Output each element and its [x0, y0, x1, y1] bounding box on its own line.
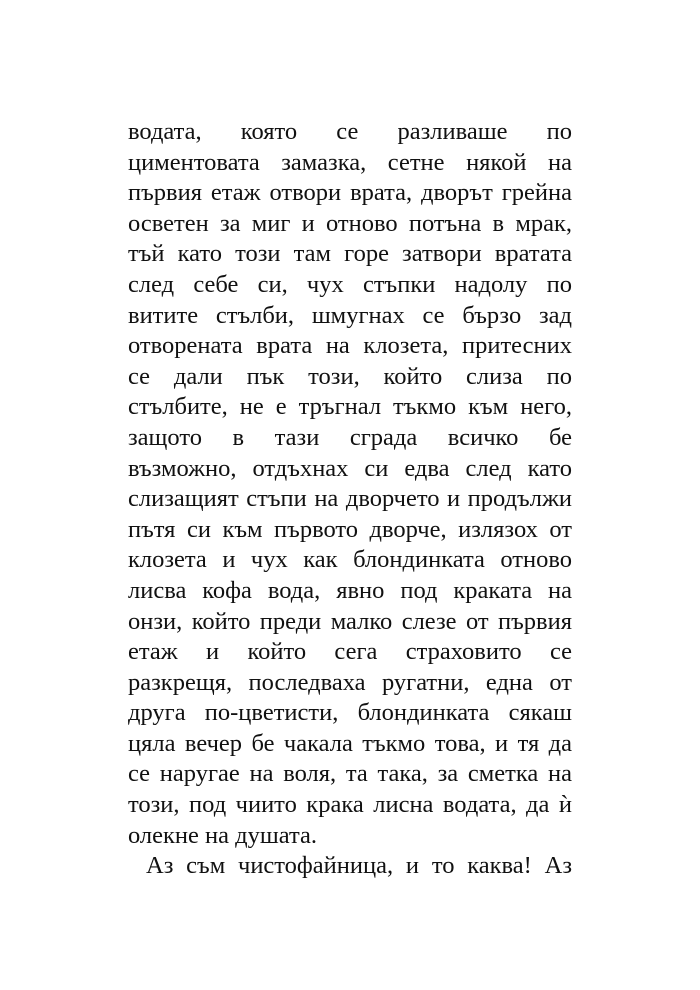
text-line: се наругае на воля, та така, за сметка на — [128, 760, 572, 788]
text-line: първия етаж отвори врата, дворът грейна — [128, 179, 572, 207]
body-text — [128, 117, 572, 882]
text-line: защото в тази сграда всичко бе — [128, 423, 572, 451]
text-line: се дали пък този, който слиза по — [128, 362, 572, 390]
paragraph — [128, 851, 572, 882]
text-line: онзи, който преди малко слезе от първия — [128, 607, 572, 635]
text-line: възможно, отдъхнах си едва след като — [128, 454, 572, 482]
text-line: стълбите, не е тръгнал тъкмо към него, — [128, 393, 572, 421]
text-line: друга по-цветисти, блондинката сякаш — [128, 699, 572, 727]
text-line: след себе си, чух стъпки надолу по — [128, 270, 572, 298]
text-line: този, под чиито крака лисна водата, да ѝ — [128, 791, 572, 819]
text-line: пътя си към първото дворче, излязох от — [128, 515, 572, 543]
text-line: циментовата замазка, сетне някой на — [128, 148, 572, 176]
text-line: отворената врата на клозета, притесних — [128, 332, 572, 360]
text-line: олекне на душата. — [128, 821, 317, 849]
text-line: лисва кофа вода, явно под краката на — [128, 576, 572, 604]
paragraph — [128, 117, 572, 851]
text-line: етаж и който сега страховито се — [128, 638, 572, 666]
text-line: разкрещя, последваха ругатни, една от — [128, 668, 572, 696]
text-line: Аз съм чистофайница, и то каква! Аз — [146, 852, 572, 880]
text-line: цяла вечер бе чакала тъкмо това, и тя да — [128, 729, 572, 757]
text-line: слизащият стъпи на дворчето и продължи — [128, 485, 572, 513]
text-line: тъй като този там горе затвори вратата — [128, 240, 572, 268]
text-line: осветен за миг и отново потъна в мрак, — [128, 209, 572, 237]
text-line: водата, която се разливаше по — [128, 118, 572, 145]
text-line: витите стълби, шмугнах се бързо зад — [128, 301, 572, 329]
text-line: клозета и чух как блондинката отново — [128, 546, 572, 574]
